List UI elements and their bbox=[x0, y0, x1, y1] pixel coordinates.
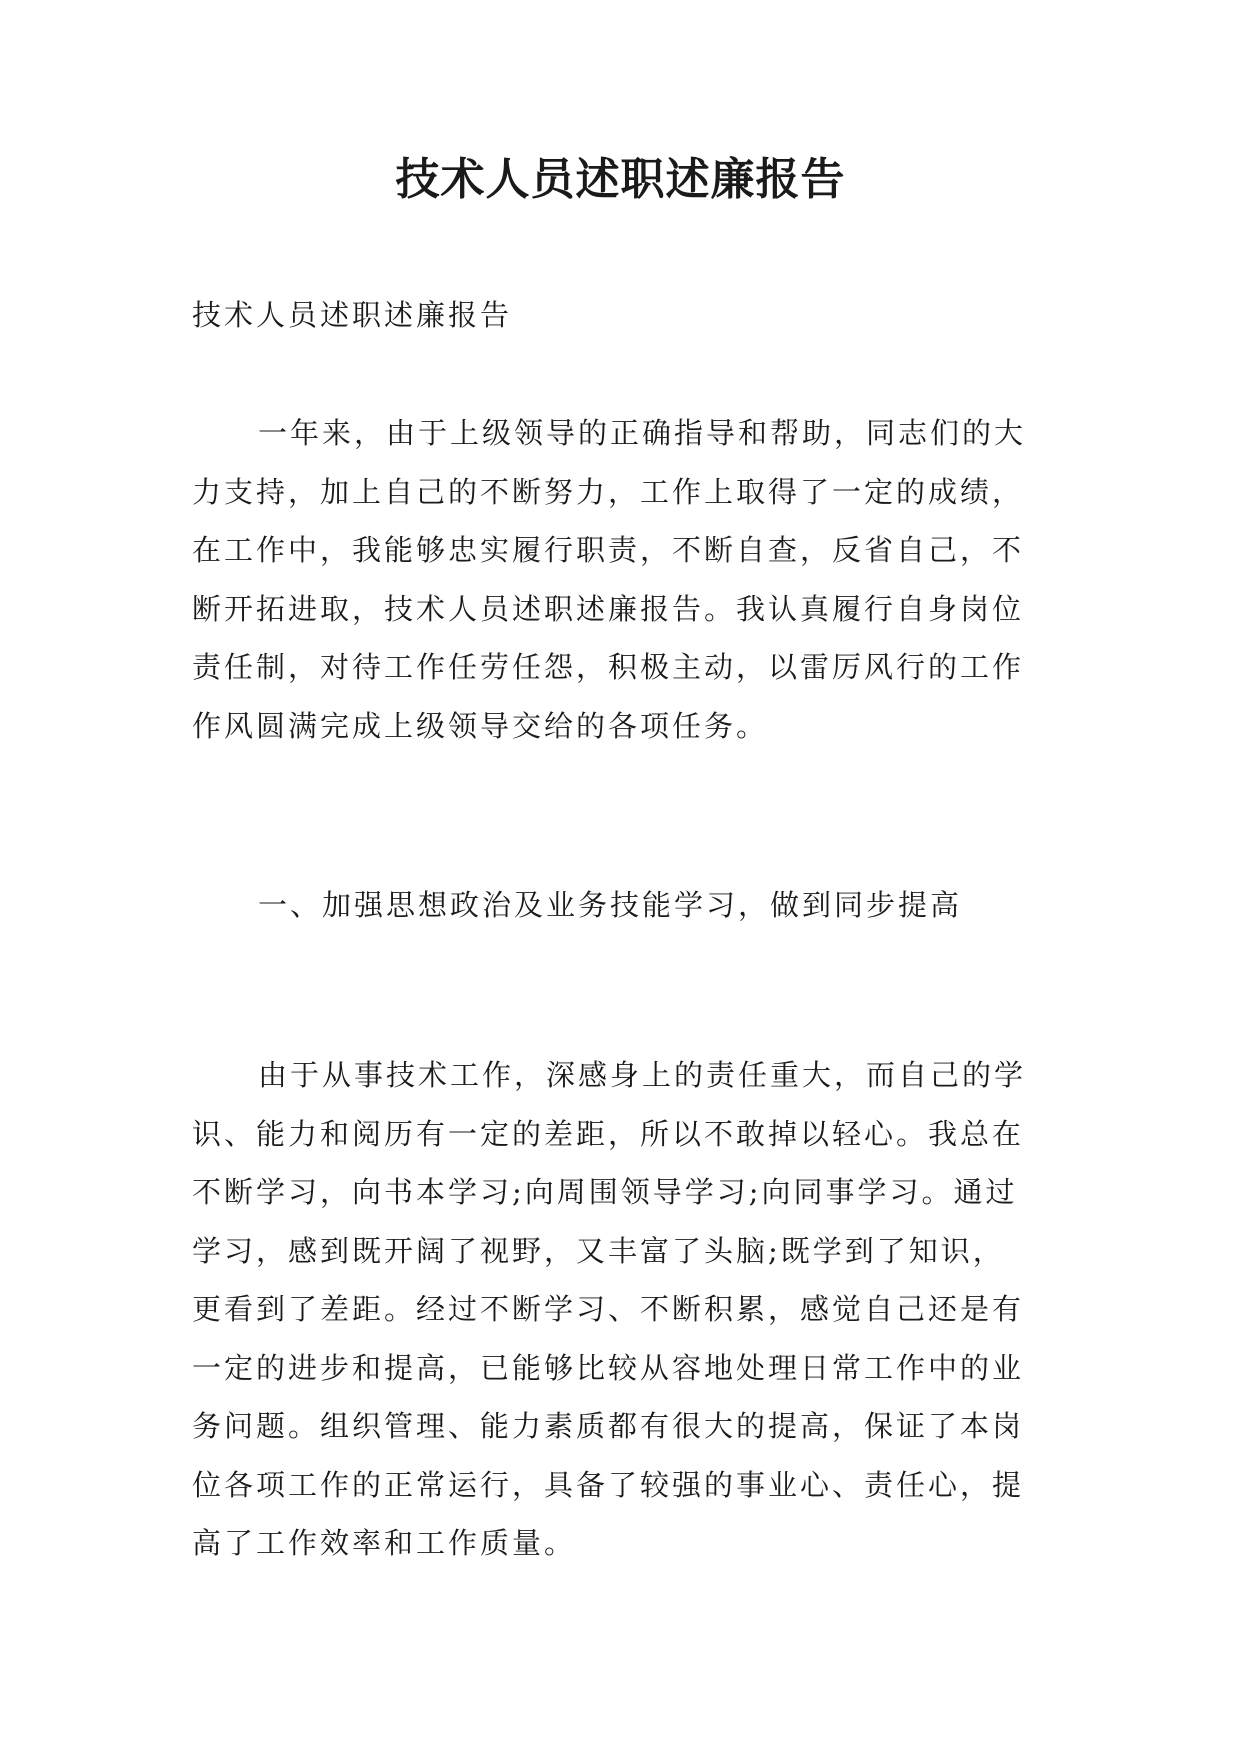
paragraph-line: 学习，感到既开阔了视野，又丰富了头脑;既学到了知识， bbox=[192, 1233, 1005, 1268]
document-title: 技术人员述职述廉报告 bbox=[395, 154, 846, 205]
paragraph-line: 力支持，加上自己的不断努力，工作上取得了一定的成绩， bbox=[192, 474, 1025, 509]
paragraph-line: 识、能力和阅历有一定的差距，所以不敢掉以轻心。我总在 bbox=[192, 1116, 1025, 1151]
paragraph-line: 在工作中，我能够忠实履行职责，不断自查，反省自己，不 bbox=[192, 533, 1025, 567]
paragraph-line: 务问题。组织管理、能力素质都有很大的提高，保证了本岗 bbox=[192, 1409, 1025, 1443]
paragraph-line: 作风圆满完成上级领导交给的各项任务。 bbox=[192, 708, 769, 743]
document-subtitle: 技术人员述职述廉报告 bbox=[192, 298, 513, 332]
paragraph-line: 责任制，对待工作任劳任怨，积极主动，以雷厉风行的工作 bbox=[192, 650, 1025, 684]
paragraph-line: 不断学习，向书本学习;向周围领导学习;向同事学习。通过 bbox=[192, 1175, 1018, 1209]
paragraph-line: 一定的进步和提高，已能够比较从容地处理日常工作中的业 bbox=[192, 1350, 1025, 1385]
paragraph-line: 高了工作效率和工作质量。 bbox=[192, 1526, 577, 1560]
section-heading-text: 一、加强思想政治及业务技能学习，做到同步提高 bbox=[258, 888, 963, 922]
paragraph-line: 一年来，由于上级领导的正确指导和帮助，同志们的大 bbox=[258, 416, 1027, 450]
paragraph-line: 由于从事技术工作，深感身上的责任重大，而自己的学 bbox=[258, 1058, 1027, 1092]
paragraph-line: 更看到了差距。经过不断学习、不断积累，感觉自己还是有 bbox=[192, 1292, 1025, 1326]
section-heading-1 bbox=[192, 876, 1072, 935]
paragraph-line: 位各项工作的正常运行，具备了较强的事业心、责任心，提 bbox=[192, 1467, 1025, 1502]
paragraph-study bbox=[192, 1046, 1072, 1573]
paragraph-intro bbox=[192, 404, 1072, 755]
paragraph-line: 断开拓进取，技术人员述职述廉报告。我认真履行自身岗位 bbox=[192, 591, 1025, 626]
